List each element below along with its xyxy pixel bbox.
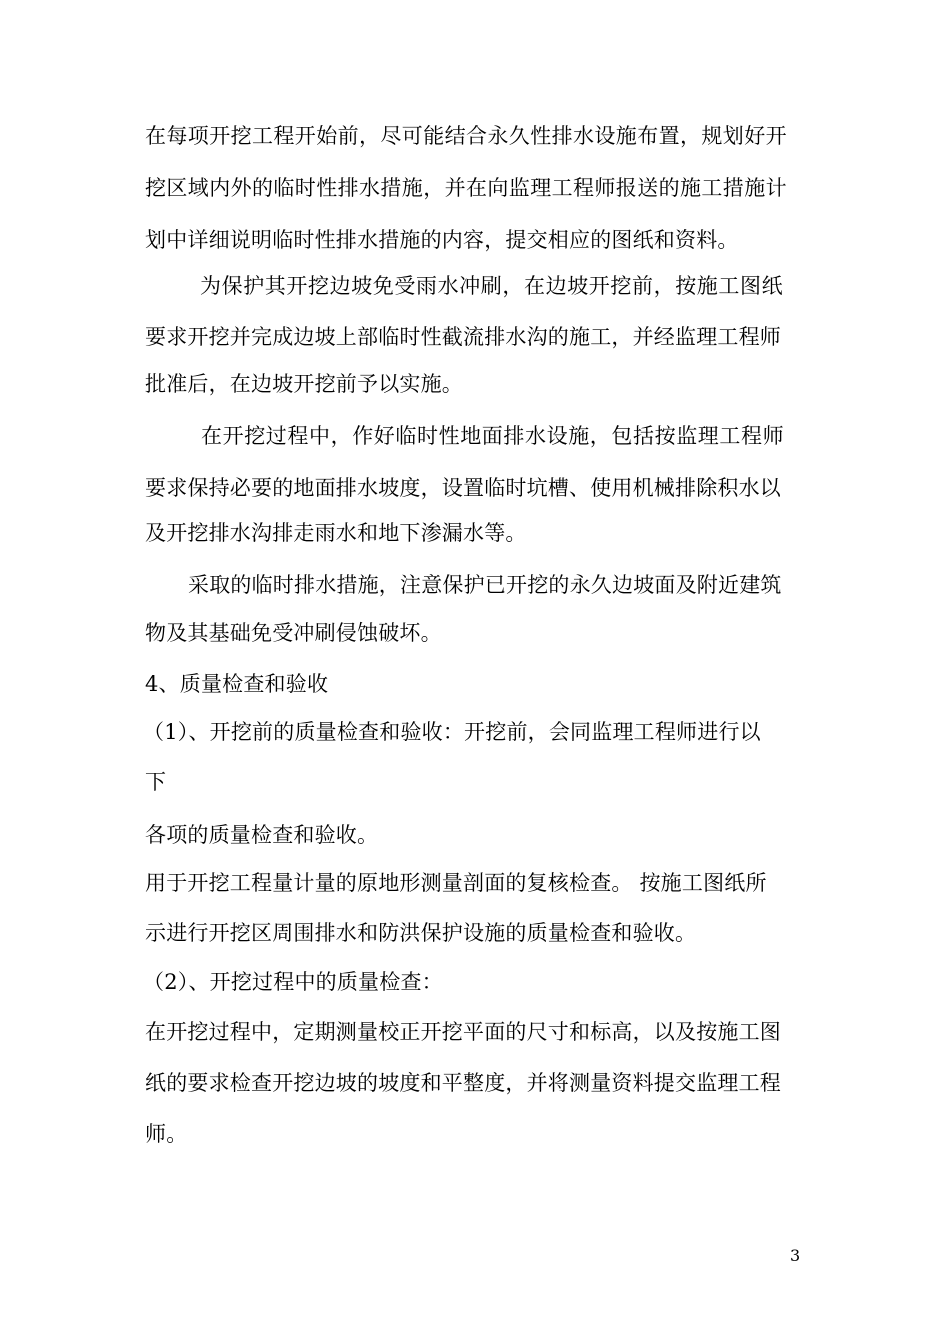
paragraph-line: 采取的临时排水措施，注意保护已开挖的永久边坡面及附近建筑	[188, 573, 782, 597]
paragraph-line: 各项的质量检查和验收。	[145, 823, 379, 847]
paragraph-line: 纸的要求检查开挖边坡的坡度和平整度，并将测量资料提交监理工程	[145, 1071, 781, 1095]
paragraph-line: 示进行开挖区周围排水和防洪保护设施的质量检查和验收。	[145, 921, 697, 945]
page-number: 3	[790, 1246, 801, 1265]
paragraph-line: （1）、开挖前的质量检查和验收：开挖前，会同监理工程师进行以	[143, 720, 761, 744]
paragraph-line: 下	[145, 770, 167, 794]
paragraph-line: 在开挖过程中，定期测量校正开挖平面的尺寸和标高，以及按施工图	[145, 1020, 781, 1044]
paragraph-line: 要求开挖并完成边坡上部临时性截流排水沟的施工，并经监理工程师	[145, 325, 781, 349]
paragraph-line: 为保护其开挖边坡免受雨水冲刷，在边坡开挖前，按施工图纸	[200, 274, 784, 298]
paragraph-line: 批准后，在边坡开挖前予以实施。	[145, 372, 463, 396]
section-heading: 4、质量检查和验收	[145, 672, 329, 696]
paragraph-line: 划中详细说明临时性排水措施的内容，提交相应的图纸和资料。	[145, 228, 739, 252]
paragraph-line: 在每项开挖工程开始前，尽可能结合永久性排水设施布置，规划好开	[145, 124, 787, 148]
paragraph-line: 师。	[145, 1122, 188, 1146]
paragraph-line: 用于开挖工程量计量的原地形测量剖面的复核检查。 按施工图纸所	[145, 871, 767, 895]
paragraph-line: 在开挖过程中，作好临时性地面排水设施，包括按监理工程师	[201, 424, 785, 448]
paragraph-line: 及开挖排水沟排走雨水和地下渗漏水等。	[145, 521, 527, 545]
paragraph-line: 挖区域内外的临时性排水措施，并在向监理工程师报送的施工措施计	[145, 176, 787, 200]
paragraph-line: 物及其基础免受冲刷侵蚀破坏。	[145, 621, 442, 645]
paragraph-line: 要求保持必要的地面排水坡度，设置临时坑槽、使用机械排除积水以	[145, 476, 781, 500]
paragraph-line: （2）、开挖过程中的质量检查：	[143, 970, 443, 994]
